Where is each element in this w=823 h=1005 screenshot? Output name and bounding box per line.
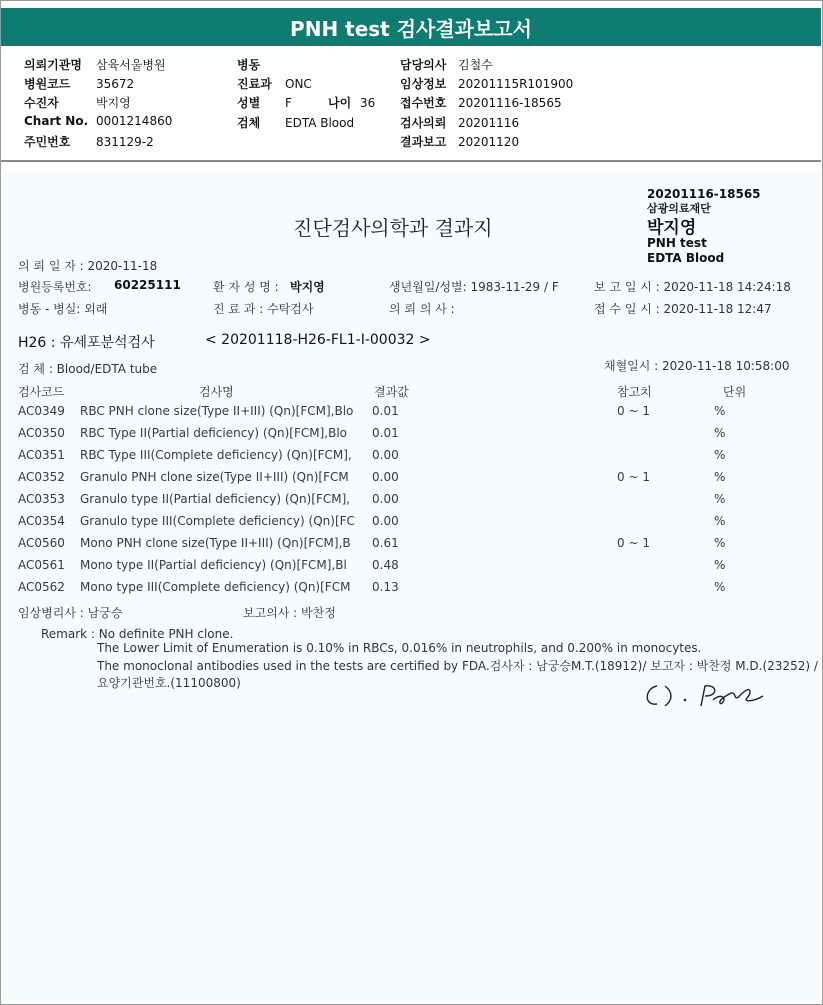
- row-code: AC0349: [18, 404, 65, 418]
- row-reference: 0 ~ 1: [617, 470, 650, 484]
- row-code: AC0561: [18, 558, 65, 572]
- row-result: 0.00: [372, 514, 399, 528]
- row-test-name: Mono type III(Complete deficiency) (Qn)[FCM: [80, 580, 351, 594]
- pathologist: 임상병리사 : 남궁승: [18, 606, 123, 620]
- report-title: PNH test 검사결과보고서: [290, 16, 532, 41]
- row-unit: %: [714, 492, 726, 506]
- header-field-department: 진료과 ONC: [237, 77, 312, 91]
- row-result: 0.61: [372, 536, 399, 550]
- row-result: 0.00: [372, 492, 399, 506]
- row-unit: %: [714, 426, 726, 440]
- report-title-bar: [1, 8, 821, 46]
- registration-label: 병원등록번호:: [18, 280, 92, 294]
- row-test-name: RBC Type II(Partial deficiency) (Qn)[FCM],Blo: [80, 426, 348, 440]
- patient-name-label: 환 자 성 명 :: [213, 280, 279, 294]
- header-field-doctor: 담당의사 김철수: [400, 58, 493, 72]
- row-code: AC0354: [18, 514, 65, 528]
- row-test-name: Mono type II(Partial deficiency) (Qn)[FCM],Bl: [80, 558, 347, 572]
- receipt-time: 접 수 일 시 : 2020-11-18 12:47: [594, 302, 772, 316]
- row-unit: %: [714, 470, 726, 484]
- row-code: AC0353: [18, 492, 65, 506]
- row-code: AC0562: [18, 580, 65, 594]
- row-test-name: Granulo PNH clone size(Type II+III) (Qn)[FCM: [80, 470, 349, 484]
- row-result: 0.00: [372, 448, 399, 462]
- stamp-number: 20201116-18565: [647, 187, 761, 201]
- row-unit: %: [714, 536, 726, 550]
- row-result: 0.48: [372, 558, 399, 572]
- header-field-institution: 의뢰기관명 삼육서울병원: [24, 58, 166, 72]
- stamp-name: 박지영: [647, 218, 697, 238]
- col-header-unit: 단위: [723, 385, 747, 399]
- row-unit: %: [714, 514, 726, 528]
- header-field-hospital-code: 병원코드 35672: [24, 77, 135, 91]
- section-title: H26 : 유세포분석검사: [18, 335, 155, 351]
- registration-value: 60225111: [114, 278, 181, 292]
- row-unit: %: [714, 448, 726, 462]
- remark-line-1: Remark : No definite PNH clone.: [41, 627, 234, 641]
- patient-name-value: 박지영: [290, 280, 325, 294]
- report-time: 보 고 일 시 : 2020-11-18 14:24:18: [594, 280, 791, 294]
- stamp-test: PNH test: [647, 236, 707, 250]
- row-unit: %: [714, 558, 726, 572]
- header-field-chart-no: Chart No. 0001214860: [24, 114, 173, 128]
- collection-time: 채혈일시 : 2020-11-18 10:58:00: [604, 359, 790, 373]
- ward-room: 병동 - 병실: 외래: [18, 302, 108, 316]
- row-test-name: Granulo type III(Complete deficiency) (Qn)[FC: [80, 514, 355, 528]
- header-field-request-date: 검사의뢰 20201116: [400, 116, 520, 130]
- report-heading: 진단검사의학과 결과지: [293, 216, 493, 240]
- stamp-lab: 삼광의료재단: [647, 202, 711, 215]
- row-test-name: Granulo type II(Partial deficiency) (Qn)[FCM],: [80, 492, 351, 506]
- row-test-name: RBC Type III(Complete deficiency) (Qn)[FCM],: [80, 448, 352, 462]
- header-field-patient: 수진자 박지영: [24, 96, 131, 110]
- col-header-code: 검사코드: [18, 385, 65, 399]
- header-field-specimen: 검체 EDTA Blood: [237, 116, 355, 130]
- doctor-signature: [643, 680, 783, 712]
- row-code: AC0560: [18, 536, 65, 550]
- row-reference: 0 ~ 1: [617, 404, 650, 418]
- request-date: 의 뢰 일 자 : 2020-11-18: [18, 259, 158, 273]
- reporting-doctor: 보고의사 : 박찬정: [243, 606, 336, 620]
- header-field-report-date: 결과보고 20201120: [400, 135, 520, 149]
- specimen-type: 검 체 : Blood/EDTA tube: [18, 362, 158, 376]
- header-field-clinical-info: 임상정보 20201115R101900: [400, 77, 574, 91]
- row-code: AC0351: [18, 448, 65, 462]
- row-test-name: Mono PNH clone size(Type II+III) (Qn)[FCM],B: [80, 536, 351, 550]
- row-result: 0.13: [372, 580, 399, 594]
- header-field-receipt-no: 접수번호 20201116-18565: [400, 96, 562, 110]
- row-code: AC0350: [18, 426, 65, 440]
- row-result: 0.01: [372, 404, 399, 418]
- header-field-id-number: 주민번호 831129-2: [24, 135, 154, 149]
- department: 진 료 과 : 수탁검사: [213, 302, 314, 316]
- birth-sex: 생년월일/성별: 1983-11-29 / F: [389, 280, 559, 294]
- remark-line-3: The monoclonal antibodies used in the tests are certified by FDA.검사자 : 남궁승M.T.(18912)/ 보고자 : 박찬정 M.D.(23252) /: [97, 659, 818, 673]
- row-result: 0.01: [372, 426, 399, 440]
- row-test-name: RBC PNH clone size(Type II+III) (Qn)[FCM],Blo: [80, 404, 354, 418]
- header-field-sex: 성별 F: [237, 96, 292, 110]
- col-header-ref: 참고치: [617, 385, 652, 399]
- col-header-result: 결과값: [374, 385, 409, 399]
- remark-line-2: The Lower Limit of Enumeration is 0.10% in RBCs, 0.016% in neutrophils, and 0.200% in monocytes.: [97, 641, 702, 655]
- section-code: < 20201118-H26-FL1-I-00032 >: [205, 332, 431, 348]
- requesting-doctor: 의 뢰 의 사 :: [389, 302, 455, 316]
- row-code: AC0352: [18, 470, 65, 484]
- header-field-ward: 병동: [237, 58, 261, 72]
- row-unit: %: [714, 404, 726, 418]
- header-field-age: 나이 36: [328, 96, 376, 110]
- row-unit: %: [714, 580, 726, 594]
- col-header-name: 검사명: [199, 385, 234, 399]
- stamp-specimen: EDTA Blood: [647, 251, 725, 265]
- header-divider: [1, 160, 821, 162]
- remark-line-4: 요양기관번호.(11100800): [97, 676, 241, 690]
- row-reference: 0 ~ 1: [617, 536, 650, 550]
- row-result: 0.00: [372, 470, 399, 484]
